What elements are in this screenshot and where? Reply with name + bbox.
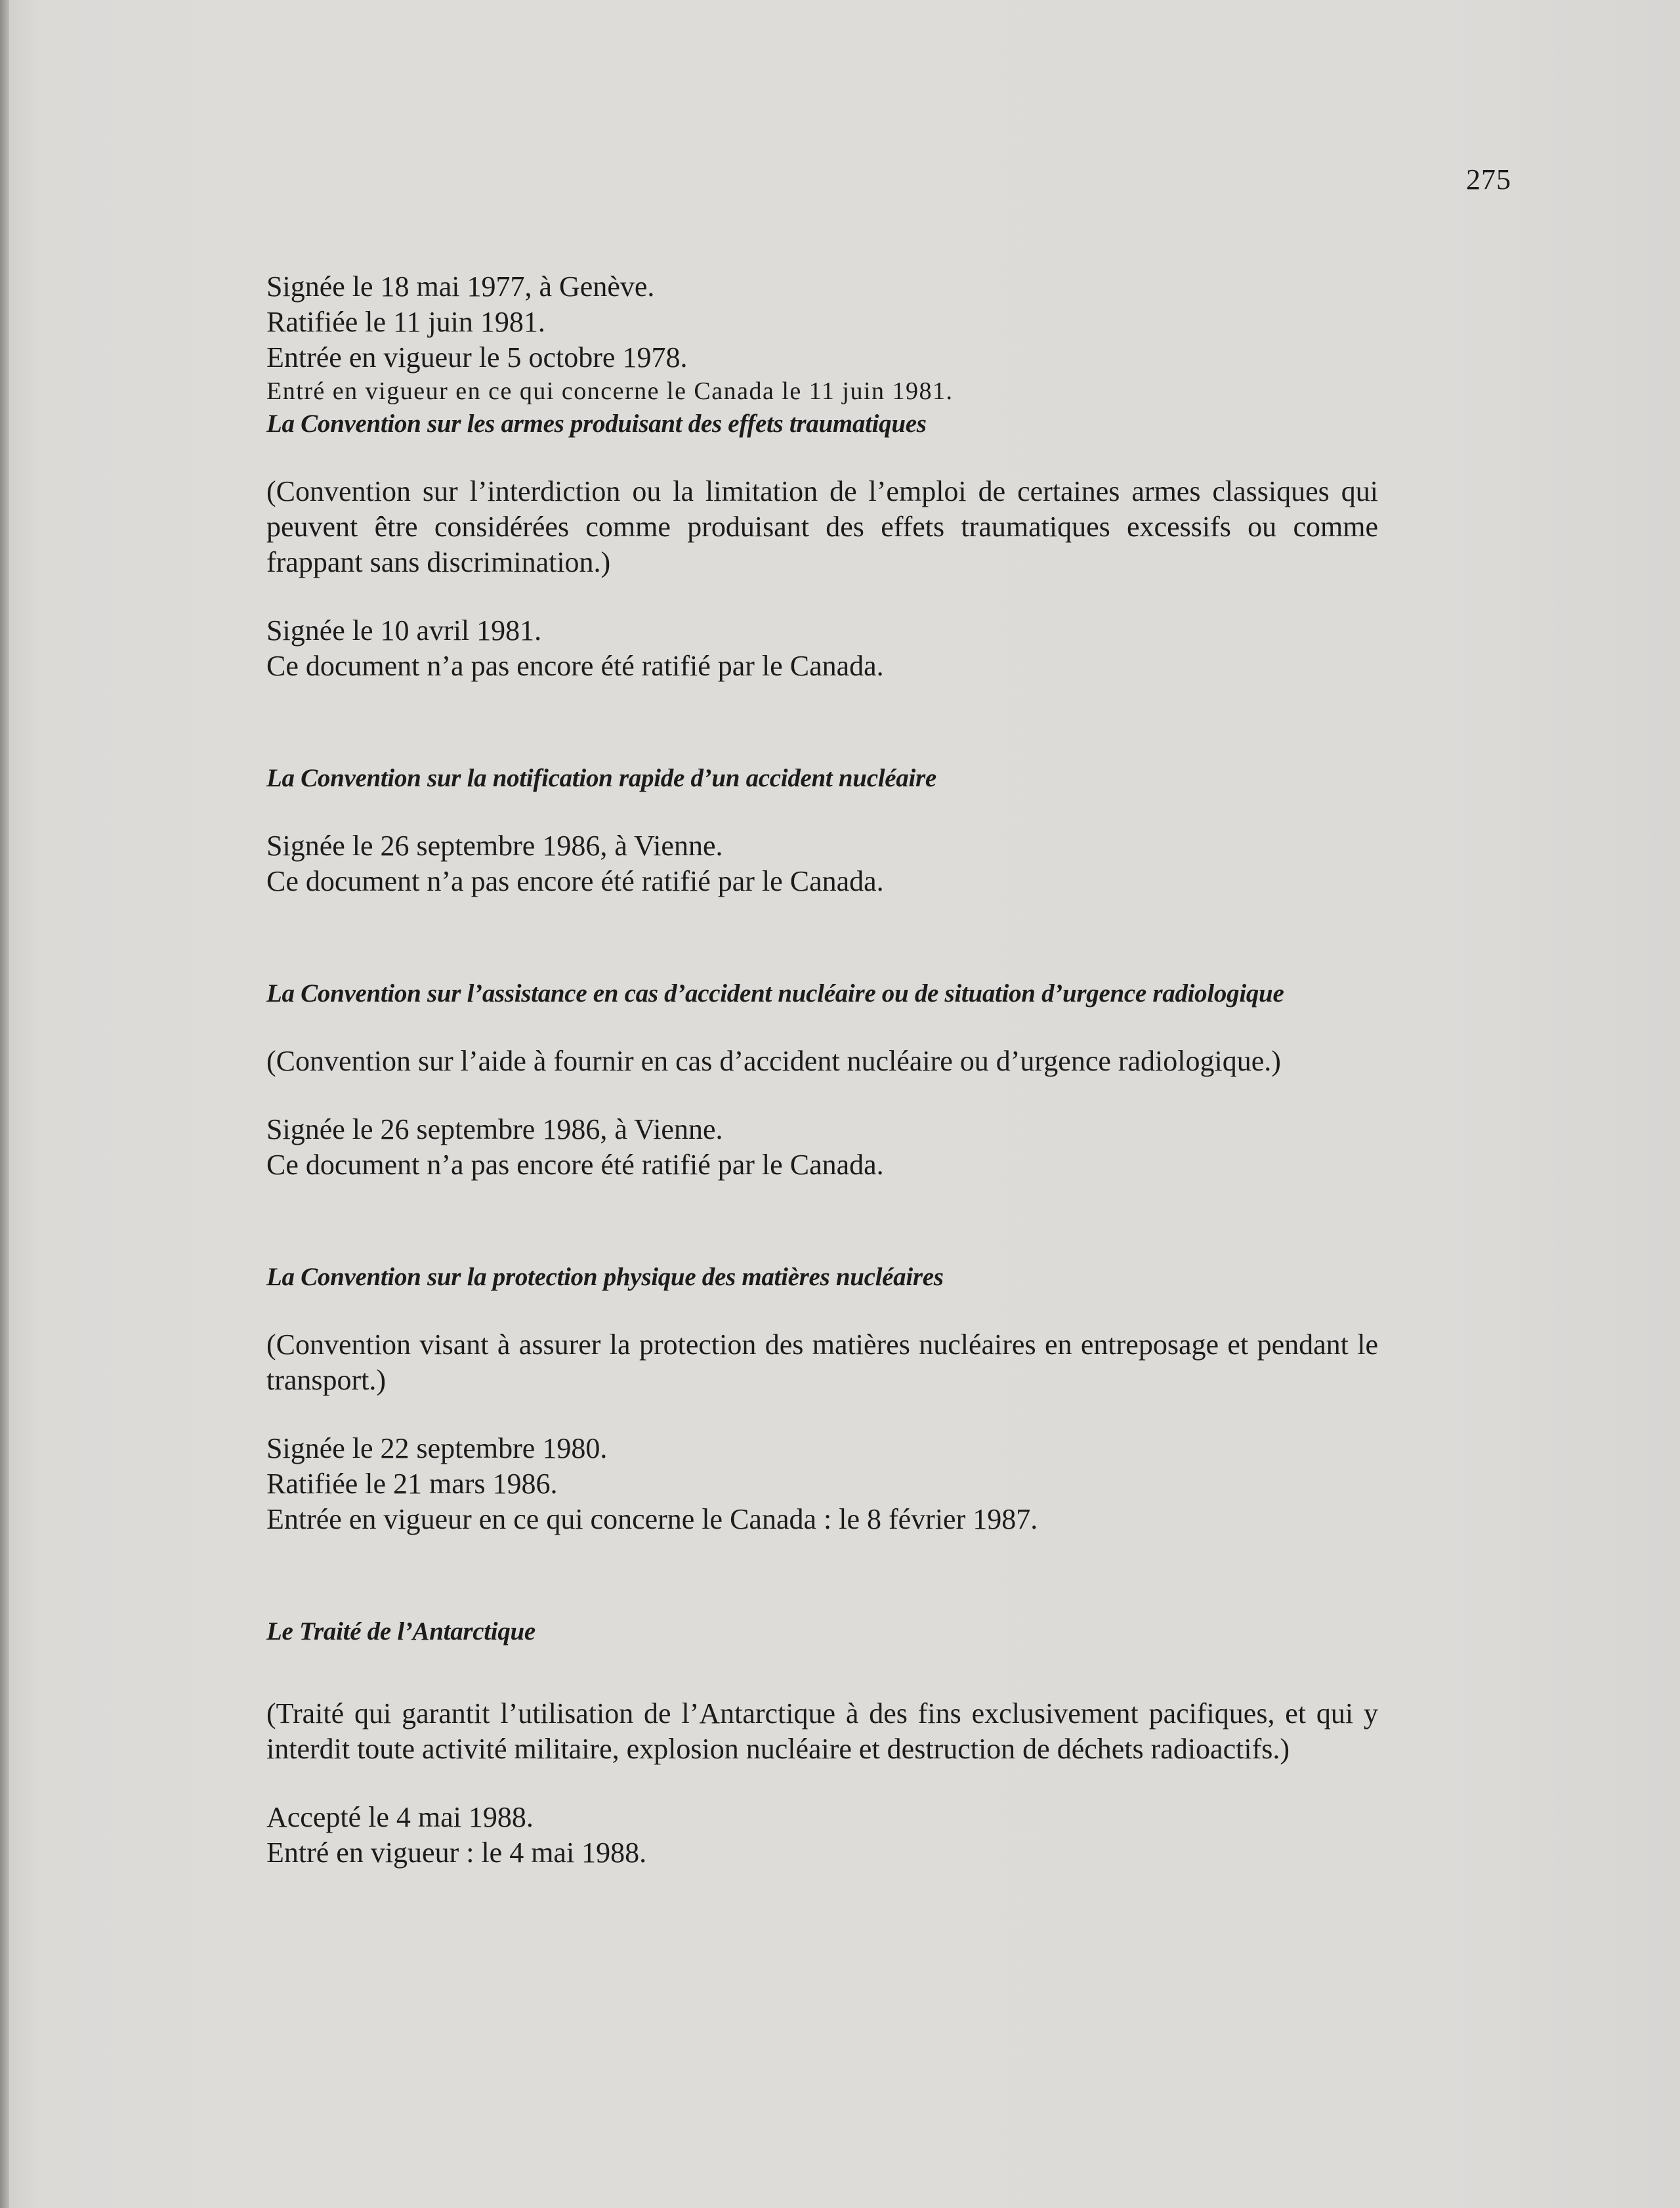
accepted-date: Accepté le 4 mai 1988. bbox=[266, 1801, 534, 1833]
traite-antarctique-section bbox=[266, 1615, 1378, 1871]
canada-entry-into-force: Entré en vigueur en ce qui concerne le Canada le 11 juin 1981. bbox=[266, 377, 954, 405]
entry-into-force-date: Entré en vigueur : le 4 mai 1988. bbox=[266, 1836, 647, 1869]
section-description: (Convention sur l’aide à fournir en cas d’accident nucléaire ou d’urgence radiologique.) bbox=[266, 1045, 1281, 1077]
convention-armes-section bbox=[266, 407, 1378, 684]
section-heading: Le Traité de l’Antarctique bbox=[266, 1617, 536, 1645]
convention-protection-section bbox=[266, 1260, 1378, 1537]
ratified-date: Ratifiée le 21 mars 1986. bbox=[266, 1468, 558, 1500]
section-heading: La Convention sur la notification rapide d’un accident nucléaire bbox=[266, 764, 936, 792]
previous-treaty-dates bbox=[266, 269, 1378, 407]
page-number: 275 bbox=[1466, 163, 1511, 196]
signed-date: Signée le 18 mai 1977, à Genève. bbox=[266, 270, 655, 303]
ratification-status: Ce document n’a pas encore été ratifié par le Canada. bbox=[266, 650, 884, 682]
convention-notification-section bbox=[266, 761, 1378, 899]
section-heading: La Convention sur les armes produisant des effets traumatiques bbox=[266, 410, 927, 438]
ratified-date: Ratifiée le 11 juin 1981. bbox=[266, 306, 545, 338]
section-description: (Traité qui garantit l’utilisation de l’Antarctique à des fins exclusivement pacifiques, et qui y interdit toute activité militaire, explosion nucléaire et destruction de déchets radioactifs.) bbox=[266, 1697, 1378, 1765]
section-description: (Convention sur l’interdiction ou la limitation de l’emploi de certaines armes classiques qui peuvent être considérées comme produisant des effets traumatiques excessifs ou comme frappant sans discrimination.) bbox=[266, 475, 1378, 578]
convention-assistance-section bbox=[266, 977, 1378, 1183]
page-content bbox=[266, 269, 1378, 1871]
signed-date: Signée le 22 septembre 1980. bbox=[266, 1432, 608, 1464]
signed-date: Signée le 10 avril 1981. bbox=[266, 614, 542, 647]
ratification-status: Ce document n’a pas encore été ratifié par le Canada. bbox=[266, 1149, 884, 1181]
section-heading: La Convention sur la protection physique des matières nucléaires bbox=[266, 1263, 944, 1291]
entry-into-force-date: Entrée en vigueur le 5 octobre 1978. bbox=[266, 341, 688, 373]
section-description: (Convention visant à assurer la protection des matières nucléaires en entreposage et pendant le transport.) bbox=[266, 1328, 1378, 1396]
signed-date: Signée le 26 septembre 1986, à Vienne. bbox=[266, 1113, 723, 1145]
page-binding-edge bbox=[0, 0, 9, 2208]
signed-date: Signée le 26 septembre 1986, à Vienne. bbox=[266, 830, 723, 862]
entry-into-force-date: Entrée en vigueur en ce qui concerne le Canada : le 8 février 1987. bbox=[266, 1503, 1038, 1535]
section-heading: La Convention sur l’assistance en cas d’accident nucléaire ou de situation d’urgence radiologique bbox=[266, 979, 1284, 1008]
ratification-status: Ce document n’a pas encore été ratifié par le Canada. bbox=[266, 865, 884, 897]
